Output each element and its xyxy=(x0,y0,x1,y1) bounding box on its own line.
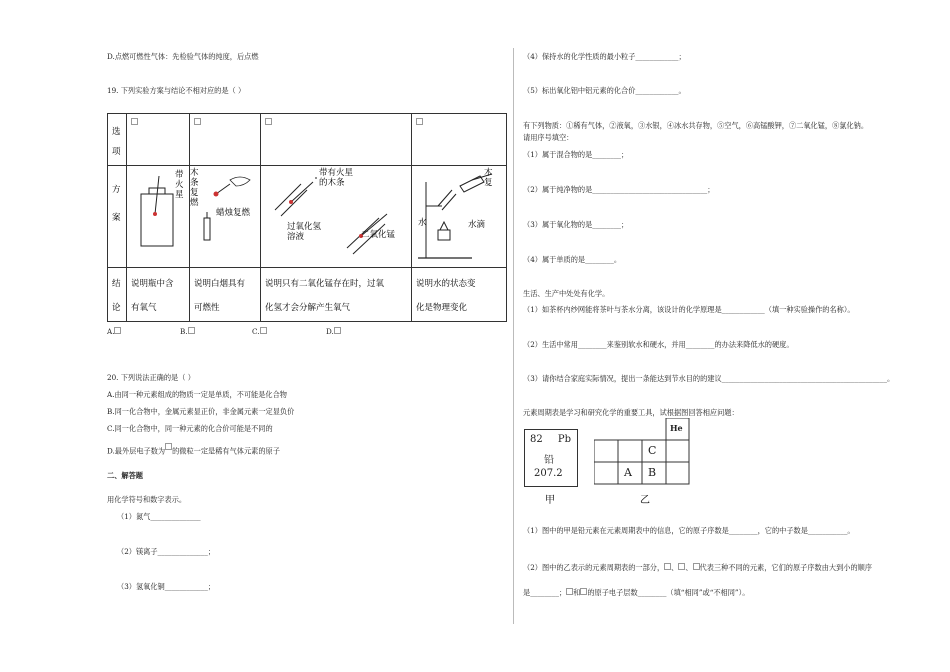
scheme-cell-b xyxy=(190,166,261,268)
scheme-label: 木 xyxy=(484,168,493,178)
scheme-label: 水 xyxy=(418,218,427,228)
choice-b xyxy=(180,327,195,336)
conclusion-cell-c xyxy=(261,268,412,322)
blank-2: （2）镁离子______________； xyxy=(117,547,216,556)
substance-list-instruction: 请用序号填空： xyxy=(523,133,574,142)
scheme-label: 的木条 xyxy=(319,178,345,188)
experiment-table xyxy=(107,113,507,322)
life-q2: （2）生活中常用________来鉴别软水和硬水，并用________的办法来降低水的硬度。 xyxy=(523,340,794,349)
scheme-char: 方 xyxy=(112,185,121,195)
option-cell-b xyxy=(190,114,261,166)
pt-q1: （1）图中的甲是铅元素在元素周期表中的信息，它的原子序数是________，它的中子数是___________。 xyxy=(523,526,855,535)
option-d-text: D.点燃可燃性气体：先检验气体的纯度，后点燃 xyxy=(107,52,259,61)
blank-3: （3）氢氧化铜____________； xyxy=(117,582,216,591)
fill-2: （2）属于纯净物的是________________________________； xyxy=(523,185,715,194)
header-char: 项 xyxy=(112,147,121,157)
figure-label-yi: 乙 xyxy=(640,495,650,506)
scheme-char: 案 xyxy=(112,213,121,223)
broken-image-icon xyxy=(260,327,267,334)
scheme-cell-d xyxy=(412,166,507,268)
scheme-label: 带 xyxy=(175,170,184,180)
column-divider xyxy=(513,48,514,624)
conclusion-line: 说明白烟具有 xyxy=(194,279,246,289)
pb-symbol: Pb xyxy=(557,434,571,445)
blank-5: （5）标出氧化铝中铝元素的化合价____________。 xyxy=(523,86,686,95)
conclusion-line: 化氢才会分解产生氧气 xyxy=(265,303,351,313)
cell-b: B xyxy=(648,466,657,479)
option-cell-d xyxy=(412,114,507,166)
conclusion-line: 有氧气 xyxy=(131,303,157,313)
scheme-label: 星 xyxy=(175,190,184,200)
choice-c xyxy=(252,327,267,336)
conclusion-line: 可燃性 xyxy=(194,303,220,313)
broken-image-icon xyxy=(114,327,121,334)
scheme-label: 溶液 xyxy=(287,232,305,242)
cell-a: A xyxy=(624,466,632,479)
fill-3: （3）属于氧化物的是________； xyxy=(523,220,629,229)
pb-number: 82 xyxy=(530,434,543,445)
life-intro: 生活、生产中处处有化学。 xyxy=(523,289,610,298)
broken-image-icon xyxy=(131,118,138,125)
choice-b-label: B. xyxy=(180,327,188,336)
substance-list: 有下列物质：①稀有气体，②液氧，③水银，④冰水共存物，⑤空气，⑥高锰酸钾，⑦二氧化锰，⑧氯化钠。 xyxy=(523,121,869,130)
conclusion-cell-d xyxy=(412,268,507,322)
life-q3: （3）请你结合家庭实际情况，提出一条能达到节水目的的建议______________________________________________。 xyxy=(523,374,895,383)
conclusion-cell-a xyxy=(127,268,190,322)
periodic-intro: 元素周期表是学习和研究化学的重要工具，试根据图回答相应问题： xyxy=(523,408,739,417)
fill-4: （4）属于单质的是________。 xyxy=(523,255,622,264)
header-char: 选 xyxy=(112,127,121,137)
scheme-label: 过氧化氢 xyxy=(287,222,322,232)
broken-image-icon xyxy=(664,563,671,570)
intro-text: 用化学符号和数字表示。 xyxy=(107,495,187,504)
question-19: 19. 下列实验方案与结论不相对应的是（ ） xyxy=(107,86,246,95)
conclusion-line: 化是物理变化 xyxy=(416,303,468,313)
choice-d xyxy=(326,327,341,336)
pt-q3-and: 和 xyxy=(573,588,581,597)
question-20: 20. 下列说法正确的是（ ） xyxy=(107,373,195,382)
scheme-label: 木 xyxy=(190,168,199,178)
broken-image-icon xyxy=(194,118,201,125)
q20-option-a: A.由同一种元素组成的物质一定是单质，不可能是化合物 xyxy=(107,390,287,399)
q20-option-d xyxy=(107,443,280,455)
choice-c-label: C. xyxy=(252,327,260,336)
pt-q3 xyxy=(523,588,749,597)
option-cell-a xyxy=(127,114,190,166)
scheme-label: 复 xyxy=(484,178,493,188)
broken-image-icon xyxy=(265,118,272,125)
broken-image-icon xyxy=(334,327,341,334)
pb-name: 铅 xyxy=(544,455,554,466)
cell-he: He xyxy=(670,423,683,433)
pt-q2: （2）图中的乙表示的元素周期表的一部分， 、 、 代表三种不同的元素，它们的原子序数由大到小的顺序 xyxy=(523,563,873,572)
option-cell-c xyxy=(261,114,412,166)
pt-q3-post: 的原子电子层数________（填“相同”或“不相同”）。 xyxy=(587,588,750,597)
conclusion-line: 说明水的状态变 xyxy=(416,279,476,289)
choice-d-label: D. xyxy=(326,327,334,336)
section-heading: 二、解答题 xyxy=(107,471,143,480)
q20-option-c: C.同一化合物中，同一种元素的化合价可能是不同的 xyxy=(107,424,273,433)
cell-c: C xyxy=(648,444,657,457)
conclusion-line: 说明只有二氧化锰存在时，过氧 xyxy=(265,279,385,289)
scheme-cell-a xyxy=(127,166,190,268)
conclusion-char: 结 xyxy=(112,279,121,289)
scheme-label: 燃 xyxy=(190,198,199,208)
scheme-label: 二氧化锰 xyxy=(361,230,396,240)
scheme-label: 复 xyxy=(190,188,199,198)
scheme-cell-c xyxy=(261,166,412,268)
broken-image-icon xyxy=(188,327,195,334)
conclusion-header-cell xyxy=(108,268,127,322)
header-cell xyxy=(108,114,127,166)
life-q1: （1）如茶杯内纱网能将茶叶与茶水分离，该设计的化学原理是____________（填一种实验操作的名称）。 xyxy=(523,305,855,314)
q20-option-b: B.同一化合物中，金属元素显正价，非金属元素一定显负价 xyxy=(107,407,295,416)
pt-q2-mid: 代表三种不同的元素，它们的原子序数由大到小的顺序 xyxy=(699,563,873,572)
pb-mass: 207.2 xyxy=(534,468,563,479)
conclusion-char: 论 xyxy=(112,303,121,313)
pt-q3-pre: 是________； xyxy=(523,588,567,597)
scheme-label: 带有火星 xyxy=(319,168,354,178)
scheme-label: 条 xyxy=(190,178,199,188)
choice-a xyxy=(107,327,121,336)
q20-d-pre: D.最外层电子数为 xyxy=(107,446,166,456)
broken-image-icon xyxy=(678,563,685,570)
broken-image-icon xyxy=(416,118,423,125)
scheme-label: 火 xyxy=(175,180,184,190)
scheme-label: 蜡烛复燃 xyxy=(216,208,251,218)
choice-a-label: A. xyxy=(107,327,115,336)
blank-1: （1）氮气______________ xyxy=(117,512,201,521)
scheme-label: 水滴 xyxy=(468,220,486,230)
pb-element-box xyxy=(524,429,578,487)
conclusion-line: 说明瓶中含 xyxy=(131,279,174,289)
conclusion-cell-b xyxy=(190,268,261,322)
figure-label-jia: 甲 xyxy=(545,495,555,506)
broken-image-icon xyxy=(693,563,700,570)
pt-q2-pre: （2）图中的乙表示的元素周期表的一部分， xyxy=(523,563,665,572)
fill-1: （1）属于混合物的是________； xyxy=(523,150,629,159)
q20-d-post: 的微粒一定是稀有气体元素的原子 xyxy=(172,446,280,456)
scheme-header-cell xyxy=(108,166,127,268)
blank-4: （4）保持水的化学性质的最小粒子____________； xyxy=(523,52,686,61)
